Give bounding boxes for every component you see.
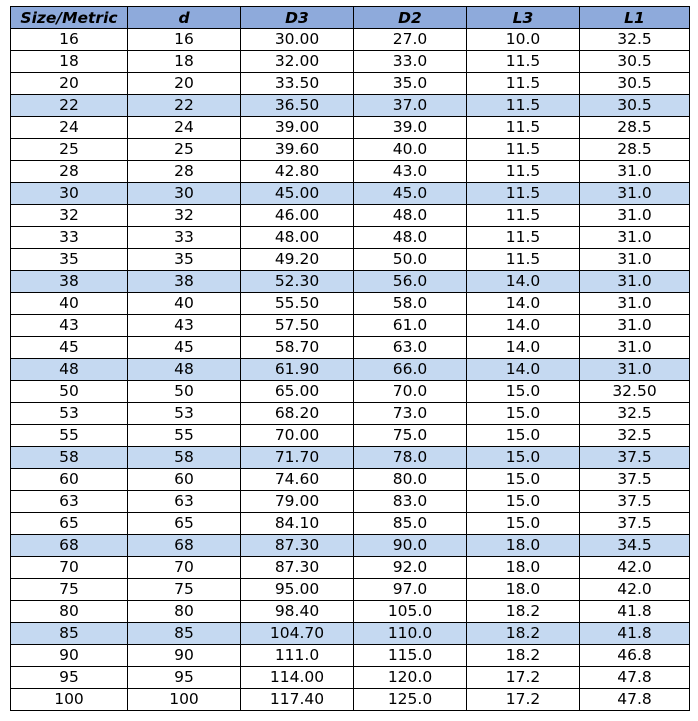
table-header xyxy=(11,7,690,29)
d-cell: 58 xyxy=(128,447,241,469)
size-metric-cell: 45 xyxy=(11,337,128,359)
l3-cell: 18.2 xyxy=(467,645,580,667)
l3-cell: 15.0 xyxy=(467,403,580,425)
d2-cell: 75.0 xyxy=(354,425,467,447)
d-cell: 90 xyxy=(128,645,241,667)
column-header-d2[interactable]: D2 xyxy=(354,7,467,29)
l1-cell: 31.0 xyxy=(580,205,690,227)
d3-cell: 114.00 xyxy=(241,667,354,689)
d2-cell: 73.0 xyxy=(354,403,467,425)
l1-cell: 32.5 xyxy=(580,425,690,447)
table-row xyxy=(11,337,690,359)
l1-cell: 28.5 xyxy=(580,117,690,139)
table-row xyxy=(11,249,690,271)
d-cell: 18 xyxy=(128,51,241,73)
size-metric-cell: 68 xyxy=(11,535,128,557)
table-row xyxy=(11,29,690,51)
table-row xyxy=(11,271,690,293)
table-row xyxy=(11,557,690,579)
d2-cell: 63.0 xyxy=(354,337,467,359)
size-metric-cell: 25 xyxy=(11,139,128,161)
l1-cell: 31.0 xyxy=(580,271,690,293)
size-metric-cell: 70 xyxy=(11,557,128,579)
l1-cell: 31.0 xyxy=(580,315,690,337)
table-row xyxy=(11,667,690,689)
d2-cell: 39.0 xyxy=(354,117,467,139)
d-cell: 70 xyxy=(128,557,241,579)
d-cell: 65 xyxy=(128,513,241,535)
d2-cell: 61.0 xyxy=(354,315,467,337)
d-cell: 24 xyxy=(128,117,241,139)
metric-size-table-container xyxy=(10,6,689,711)
l3-cell: 11.5 xyxy=(467,139,580,161)
l1-cell: 42.0 xyxy=(580,579,690,601)
d-cell: 38 xyxy=(128,271,241,293)
l3-cell: 14.0 xyxy=(467,293,580,315)
d2-cell: 70.0 xyxy=(354,381,467,403)
table-row xyxy=(11,95,690,117)
d3-cell: 87.30 xyxy=(241,557,354,579)
table-row xyxy=(11,645,690,667)
l3-cell: 11.5 xyxy=(467,205,580,227)
d3-cell: 74.60 xyxy=(241,469,354,491)
l3-cell: 18.2 xyxy=(467,623,580,645)
l3-cell: 18.0 xyxy=(467,579,580,601)
d-cell: 100 xyxy=(128,689,241,711)
table-row xyxy=(11,227,690,249)
header-row xyxy=(11,7,690,29)
size-metric-cell: 100 xyxy=(11,689,128,711)
column-header-l1[interactable]: L1 xyxy=(580,7,690,29)
table-row xyxy=(11,359,690,381)
d2-cell: 33.0 xyxy=(354,51,467,73)
d3-cell: 32.00 xyxy=(241,51,354,73)
l1-cell: 32.50 xyxy=(580,381,690,403)
d3-cell: 95.00 xyxy=(241,579,354,601)
size-metric-cell: 18 xyxy=(11,51,128,73)
l1-cell: 31.0 xyxy=(580,183,690,205)
table-row xyxy=(11,183,690,205)
d3-cell: 39.60 xyxy=(241,139,354,161)
d2-cell: 66.0 xyxy=(354,359,467,381)
d2-cell: 27.0 xyxy=(354,29,467,51)
d3-cell: 58.70 xyxy=(241,337,354,359)
l3-cell: 15.0 xyxy=(467,381,580,403)
d2-cell: 37.0 xyxy=(354,95,467,117)
table-row xyxy=(11,513,690,535)
table-row xyxy=(11,139,690,161)
d-cell: 20 xyxy=(128,73,241,95)
l3-cell: 11.5 xyxy=(467,249,580,271)
size-metric-cell: 16 xyxy=(11,29,128,51)
l3-cell: 15.0 xyxy=(467,469,580,491)
table-row xyxy=(11,425,690,447)
d2-cell: 40.0 xyxy=(354,139,467,161)
size-metric-cell: 35 xyxy=(11,249,128,271)
d3-cell: 117.40 xyxy=(241,689,354,711)
d3-cell: 52.30 xyxy=(241,271,354,293)
d3-cell: 104.70 xyxy=(241,623,354,645)
table-row xyxy=(11,491,690,513)
d3-cell: 65.00 xyxy=(241,381,354,403)
size-metric-cell: 80 xyxy=(11,601,128,623)
d3-cell: 111.0 xyxy=(241,645,354,667)
l1-cell: 31.0 xyxy=(580,161,690,183)
size-metric-cell: 53 xyxy=(11,403,128,425)
l1-cell: 47.8 xyxy=(580,667,690,689)
d3-cell: 45.00 xyxy=(241,183,354,205)
d-cell: 95 xyxy=(128,667,241,689)
size-metric-cell: 58 xyxy=(11,447,128,469)
d2-cell: 80.0 xyxy=(354,469,467,491)
l3-cell: 18.0 xyxy=(467,535,580,557)
d2-cell: 48.0 xyxy=(354,205,467,227)
table-row xyxy=(11,601,690,623)
d-cell: 35 xyxy=(128,249,241,271)
l3-cell: 14.0 xyxy=(467,271,580,293)
size-metric-cell: 63 xyxy=(11,491,128,513)
size-metric-cell: 24 xyxy=(11,117,128,139)
d2-cell: 97.0 xyxy=(354,579,467,601)
table-row xyxy=(11,403,690,425)
l3-cell: 15.0 xyxy=(467,447,580,469)
table-row xyxy=(11,117,690,139)
l3-cell: 14.0 xyxy=(467,337,580,359)
d-cell: 53 xyxy=(128,403,241,425)
table-body xyxy=(11,29,690,711)
l1-cell: 31.0 xyxy=(580,249,690,271)
d-cell: 33 xyxy=(128,227,241,249)
d2-cell: 45.0 xyxy=(354,183,467,205)
d3-cell: 87.30 xyxy=(241,535,354,557)
d-cell: 16 xyxy=(128,29,241,51)
column-header-d3[interactable]: D3 xyxy=(241,7,354,29)
d3-cell: 39.00 xyxy=(241,117,354,139)
d2-cell: 56.0 xyxy=(354,271,467,293)
d2-cell: 43.0 xyxy=(354,161,467,183)
l3-cell: 11.5 xyxy=(467,183,580,205)
size-metric-cell: 60 xyxy=(11,469,128,491)
table-row xyxy=(11,293,690,315)
l1-cell: 31.0 xyxy=(580,293,690,315)
table-row xyxy=(11,535,690,557)
d2-cell: 90.0 xyxy=(354,535,467,557)
l1-cell: 34.5 xyxy=(580,535,690,557)
size-metric-cell: 75 xyxy=(11,579,128,601)
d3-cell: 55.50 xyxy=(241,293,354,315)
d-cell: 28 xyxy=(128,161,241,183)
size-metric-cell: 22 xyxy=(11,95,128,117)
d-cell: 80 xyxy=(128,601,241,623)
metric-size-table xyxy=(10,6,690,711)
d2-cell: 120.0 xyxy=(354,667,467,689)
l1-cell: 32.5 xyxy=(580,29,690,51)
l1-cell: 30.5 xyxy=(580,73,690,95)
size-metric-cell: 48 xyxy=(11,359,128,381)
l3-cell: 15.0 xyxy=(467,491,580,513)
l1-cell: 31.0 xyxy=(580,337,690,359)
l1-cell: 31.0 xyxy=(580,227,690,249)
d-cell: 25 xyxy=(128,139,241,161)
d3-cell: 71.70 xyxy=(241,447,354,469)
d-cell: 60 xyxy=(128,469,241,491)
d2-cell: 110.0 xyxy=(354,623,467,645)
l3-cell: 11.5 xyxy=(467,51,580,73)
size-metric-cell: 65 xyxy=(11,513,128,535)
d3-cell: 30.00 xyxy=(241,29,354,51)
d3-cell: 49.20 xyxy=(241,249,354,271)
d-cell: 30 xyxy=(128,183,241,205)
l1-cell: 37.5 xyxy=(580,513,690,535)
d-cell: 45 xyxy=(128,337,241,359)
size-metric-cell: 43 xyxy=(11,315,128,337)
table-row xyxy=(11,315,690,337)
l3-cell: 11.5 xyxy=(467,161,580,183)
d2-cell: 83.0 xyxy=(354,491,467,513)
d-cell: 32 xyxy=(128,205,241,227)
d3-cell: 48.00 xyxy=(241,227,354,249)
d3-cell: 36.50 xyxy=(241,95,354,117)
l3-cell: 14.0 xyxy=(467,315,580,337)
d3-cell: 42.80 xyxy=(241,161,354,183)
l3-cell: 15.0 xyxy=(467,425,580,447)
d2-cell: 105.0 xyxy=(354,601,467,623)
column-header-size-metric[interactable]: Size/Metric xyxy=(11,7,128,29)
l1-cell: 42.0 xyxy=(580,557,690,579)
table-row xyxy=(11,161,690,183)
column-header-l3[interactable]: L3 xyxy=(467,7,580,29)
size-metric-cell: 38 xyxy=(11,271,128,293)
size-metric-cell: 85 xyxy=(11,623,128,645)
table-row xyxy=(11,447,690,469)
l1-cell: 47.8 xyxy=(580,689,690,711)
size-metric-cell: 50 xyxy=(11,381,128,403)
size-metric-cell: 33 xyxy=(11,227,128,249)
l1-cell: 30.5 xyxy=(580,95,690,117)
l3-cell: 14.0 xyxy=(467,359,580,381)
table-row xyxy=(11,73,690,95)
d2-cell: 50.0 xyxy=(354,249,467,271)
d3-cell: 68.20 xyxy=(241,403,354,425)
d3-cell: 84.10 xyxy=(241,513,354,535)
size-metric-cell: 20 xyxy=(11,73,128,95)
size-metric-cell: 32 xyxy=(11,205,128,227)
table-row xyxy=(11,579,690,601)
d3-cell: 98.40 xyxy=(241,601,354,623)
l3-cell: 11.5 xyxy=(467,73,580,95)
d2-cell: 78.0 xyxy=(354,447,467,469)
l3-cell: 11.5 xyxy=(467,117,580,139)
d3-cell: 46.00 xyxy=(241,205,354,227)
size-metric-cell: 28 xyxy=(11,161,128,183)
l3-cell: 15.0 xyxy=(467,513,580,535)
l1-cell: 30.5 xyxy=(580,51,690,73)
d-cell: 50 xyxy=(128,381,241,403)
l1-cell: 37.5 xyxy=(580,447,690,469)
size-metric-cell: 30 xyxy=(11,183,128,205)
l3-cell: 11.5 xyxy=(467,227,580,249)
table-row xyxy=(11,51,690,73)
l1-cell: 32.5 xyxy=(580,403,690,425)
l3-cell: 18.0 xyxy=(467,557,580,579)
l3-cell: 18.2 xyxy=(467,601,580,623)
d2-cell: 58.0 xyxy=(354,293,467,315)
table-row xyxy=(11,381,690,403)
table-row xyxy=(11,689,690,711)
d-cell: 43 xyxy=(128,315,241,337)
l1-cell: 37.5 xyxy=(580,469,690,491)
d2-cell: 35.0 xyxy=(354,73,467,95)
d2-cell: 115.0 xyxy=(354,645,467,667)
l1-cell: 28.5 xyxy=(580,139,690,161)
d2-cell: 48.0 xyxy=(354,227,467,249)
l1-cell: 41.8 xyxy=(580,601,690,623)
d-cell: 22 xyxy=(128,95,241,117)
d-cell: 68 xyxy=(128,535,241,557)
d3-cell: 33.50 xyxy=(241,73,354,95)
l3-cell: 11.5 xyxy=(467,95,580,117)
table-row xyxy=(11,623,690,645)
d3-cell: 79.00 xyxy=(241,491,354,513)
l1-cell: 31.0 xyxy=(580,359,690,381)
table-row xyxy=(11,469,690,491)
table-row xyxy=(11,205,690,227)
size-metric-cell: 40 xyxy=(11,293,128,315)
d2-cell: 92.0 xyxy=(354,557,467,579)
l3-cell: 17.2 xyxy=(467,689,580,711)
d-cell: 75 xyxy=(128,579,241,601)
d-cell: 48 xyxy=(128,359,241,381)
d-cell: 55 xyxy=(128,425,241,447)
d-cell: 63 xyxy=(128,491,241,513)
l3-cell: 10.0 xyxy=(467,29,580,51)
d3-cell: 70.00 xyxy=(241,425,354,447)
size-metric-cell: 55 xyxy=(11,425,128,447)
l3-cell: 17.2 xyxy=(467,667,580,689)
size-metric-cell: 95 xyxy=(11,667,128,689)
l1-cell: 46.8 xyxy=(580,645,690,667)
l1-cell: 41.8 xyxy=(580,623,690,645)
d2-cell: 125.0 xyxy=(354,689,467,711)
column-header-d[interactable]: d xyxy=(128,7,241,29)
d-cell: 85 xyxy=(128,623,241,645)
d3-cell: 61.90 xyxy=(241,359,354,381)
d3-cell: 57.50 xyxy=(241,315,354,337)
l1-cell: 37.5 xyxy=(580,491,690,513)
size-metric-cell: 90 xyxy=(11,645,128,667)
d-cell: 40 xyxy=(128,293,241,315)
d2-cell: 85.0 xyxy=(354,513,467,535)
